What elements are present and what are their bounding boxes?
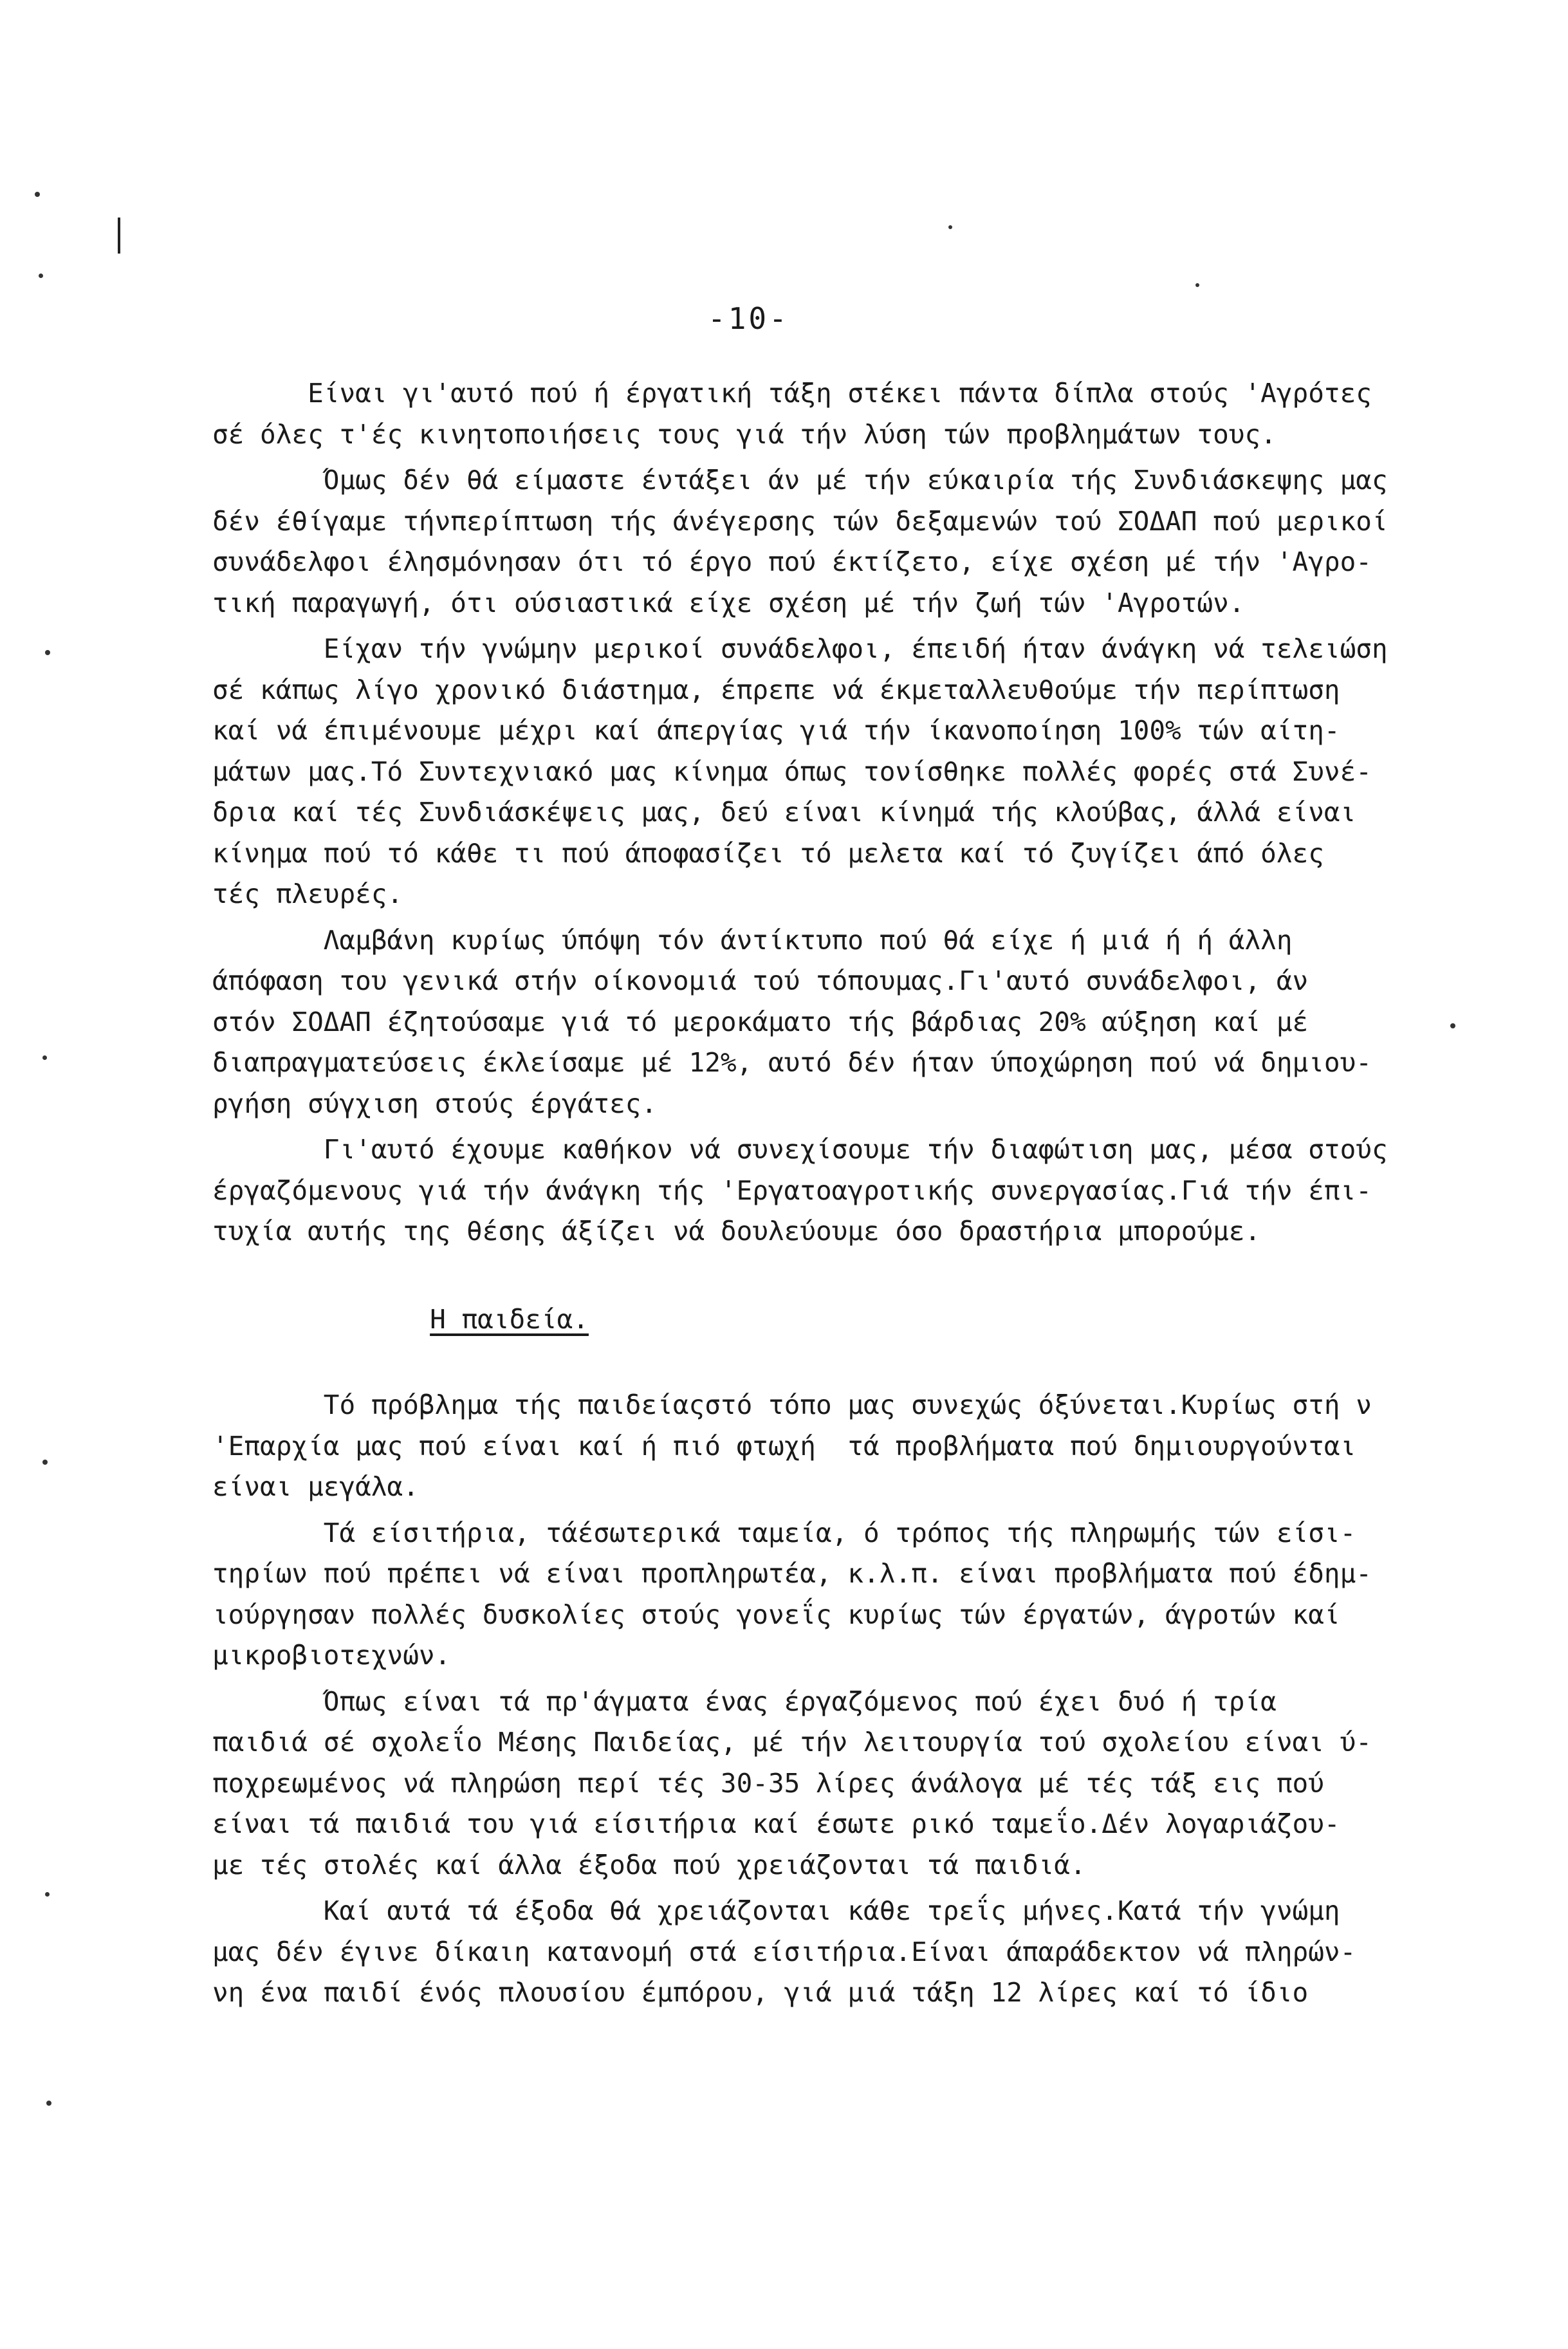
text-line: είναι τά παιδιά του γιά είσιτήρια καί έσωτε ρικό ταμεΐο.Δέν λογαριάζου- <box>212 1808 1340 1839</box>
margin-dot <box>1195 283 1199 287</box>
text-line: δρια καί τές Συνδιάσκέψεις μας, δεύ είναι κίνημά τής κλούβας, άλλά είναι <box>212 797 1356 828</box>
text-line: ργήση σύγχιση στούς έργάτες. <box>212 1088 658 1119</box>
paragraph <box>212 1385 1518 1508</box>
text-line: κίνημα πού τό κάθε τι πού άποφασίζει τό μελετα καί τό ζυγίζει άπό όλες <box>212 837 1324 869</box>
margin-dot <box>35 192 40 197</box>
text-line: είναι μεγάλα. <box>212 1471 419 1502</box>
margin-dot <box>45 650 50 655</box>
margin-dot <box>42 1055 47 1060</box>
paragraph <box>212 1513 1518 1676</box>
text-line: τές πλευρές. <box>212 878 403 909</box>
margin-dot <box>42 1460 48 1465</box>
text-line: τική παραγωγή, ότι ούσιαστικά είχε σχέση μέ τήν ζωή τών 'Αγροτών. <box>212 587 1245 618</box>
paragraph <box>212 1891 1518 2014</box>
text-line: παιδιά σέ σχολεΐο Μέσης Παιδείας, μέ τήν λειτουργία τού σχολείου είναι ύ- <box>212 1727 1372 1758</box>
text-line: Όμως δέν θά είμαστε έντάξει άν μέ τήν εύκαιρία τής Συνδιάσκεψης μας <box>212 465 1388 496</box>
paragraph <box>212 460 1518 624</box>
text-line: σέ κάπως λίγο χρονικό διάστημα, έπρεπε νά έκμεταλλευθούμε τήν περίπτωση <box>212 674 1340 705</box>
text-line: καί νά έπιμένουμε μέχρι καί άπεργίας γιά τήν ίκανοποίηση 100% τών αίτη- <box>212 715 1340 746</box>
paragraph <box>212 629 1518 915</box>
margin-dot <box>39 274 43 278</box>
text-line: με τές στολές καί άλλα έξοδα πού χρειάζονται τά παιδιά. <box>212 1849 1086 1880</box>
margin-bar <box>118 218 120 254</box>
text-line: σέ όλες τ'ές κινητοποιήσεις τους γιά τήν λύση τών προβλημάτων τους. <box>212 418 1277 450</box>
text-line: νη ένα παιδί ένός πλουσίου έμπόρου, γιά μιά τάξη 12 λίρες καί τό ίδιο <box>212 1977 1309 2008</box>
text-line: διαπραγματεύσεις έκλείσαμε μέ 12%, αυτό δέν ήταν ύποχώρηση πού νά δημιου- <box>212 1047 1372 1078</box>
text-line: μικροβιοτεχνών. <box>212 1640 451 1671</box>
section-heading <box>335 1259 1518 1382</box>
text-line: 'Επαρχία μας πού είναι καί ή πιό φτωχή τά προβλήματα πού δημιουργούνται <box>212 1430 1356 1462</box>
text-line: μας δέν έγινε δίκαιη κατανομή στά είσιτήρια.Είναι άπαράδεκτον νά πληρών- <box>212 1936 1356 1967</box>
text-line: τηρίων πού πρέπει νά είναι προπληρωτέα, κ.λ.π. είναι προβλήματα πού έδημ- <box>212 1558 1372 1589</box>
text-line: Όπως είναι τά πρ'άγματα ένας έργαζόμενος πού έχει δυό ή τρία <box>212 1685 1277 1717</box>
text-line: στόν ΣΟΔΑΠ έζητούσαμε γιά τό μεροκάματο τής βάρδιας 20% αύξηση καί μέ <box>212 1006 1309 1037</box>
text-line: Καί αυτά τά έξοδα θά χρειάζονται κάθε τρεΐς μήνες.Κατά τήν γνώμη <box>212 1895 1340 1926</box>
text-line: δέν έθίγαμε τήνπερίπτωση τής άνέγερσης τών δεξαμενών τού ΣΟΔΑΠ πού μερικοί <box>212 505 1388 537</box>
text-line: Είχαν τήν γνώμην μερικοί συνάδελφοι, έπειδή ήταν άνάγκη νά τελειώση <box>212 633 1388 664</box>
margin-dot <box>948 225 952 229</box>
text-line: άπόφαση του γενικά στήν οίκονομιά τού τόπουμας.Γι'αυτό συνάδελφοι, άν <box>212 965 1309 996</box>
text-line: Είναι γι'αυτό πού ή έργατική τάξη στέκει πάντα δίπλα στούς 'Αγρότες <box>212 378 1372 409</box>
section-heading-text: Η παιδεία. <box>430 1304 589 1335</box>
body-text <box>212 373 1518 2019</box>
margin-dot <box>46 2101 51 2106</box>
text-line: Τά είσιτήρια, τάέσωτερικά ταμεία, ό τρόπος τής πληρωμής τών είσι- <box>212 1517 1356 1548</box>
text-line: μάτων μας.Τό Συντεχνιακό μας κίνημα όπως τονίσθηκε πολλές φορές στά Συνέ- <box>212 756 1372 787</box>
text-line: Λαμβάνη κυρίως ύπόψη τόν άντίκτυπο πού θά είχε ή μιά ή ή άλλη <box>212 924 1293 956</box>
margin-dot <box>45 1892 50 1897</box>
text-line: ποχρεωμένος νά πληρώση περί τές 30-35 λίρες άνάλογα μέ τές τάξ εις πού <box>212 1767 1324 1799</box>
text-line: Γι'αυτό έχουμε καθήκον νά συνεχίσουμε τήν διαφώτιση μας, μέσα στούς <box>212 1134 1388 1165</box>
text-line: ιούργησαν πολλές δυσκολίες στούς γονεΐς κυρίως τών έργατών, άγροτών καί <box>212 1599 1340 1630</box>
paragraph <box>212 373 1518 455</box>
page-number: -10- <box>708 301 789 336</box>
text-line: τυχία αυτής της θέσης άξίζει νά δουλεύουμε όσο δραστήρια μπορούμε. <box>212 1216 1261 1247</box>
paragraph <box>212 920 1518 1125</box>
text-line: συνάδελφοι έλησμόνησαν ότι τό έργο πού έκτίζετο, είχε σχέση μέ τήν 'Αγρο- <box>212 546 1372 577</box>
text-line: Τό πρόβλημα τής παιδείαςστό τόπο μας συνεχώς όξύνεται.Κυρίως στή ν <box>212 1389 1372 1420</box>
paragraph <box>212 1682 1518 1886</box>
paragraph <box>212 1129 1518 1252</box>
text-line: έργαζόμενους γιά τήν άνάγκη τής 'Εργατοαγροτικής συνεργασίας.Γιά τήν έπι- <box>212 1174 1372 1206</box>
